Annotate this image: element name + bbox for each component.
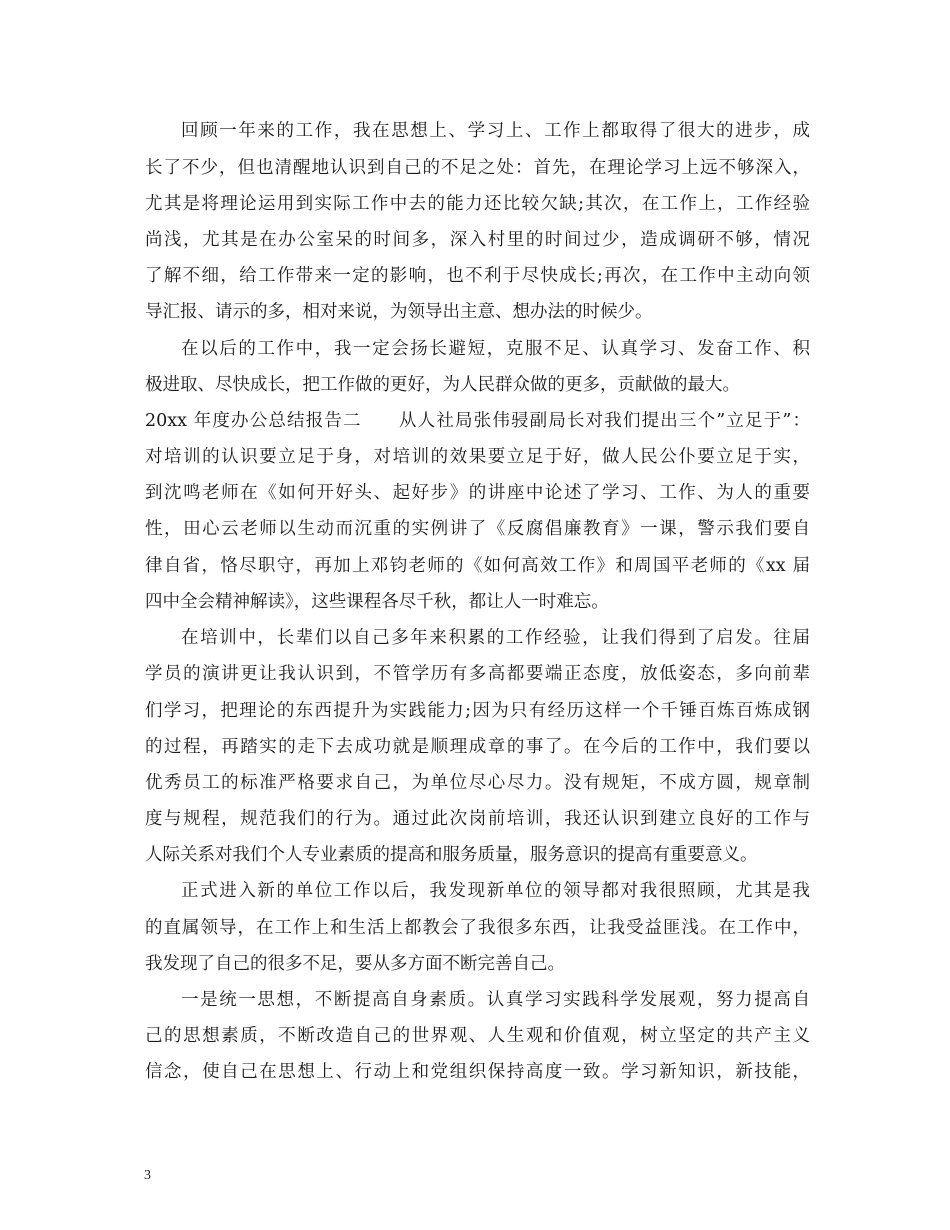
text-line: 对培训的认识要立足于身，对培训的效果要立足于好，做人民公仆要立足于实， <box>145 447 810 467</box>
text-line: 正式进入新的单位工作以后，我发现新单位的领导都对我很照顾，尤其是我 <box>181 881 810 901</box>
text-line: 优秀员工的标准严格要求自己，为单位尽心尽力。没有规矩，不成方圆，规章制 <box>145 773 810 793</box>
text-line: 四中全会精神解读》，这些课程各尽千秋，都让人一时难忘。 <box>145 592 609 612</box>
text-line: 20xx 年度办公总结报告二 从人社局张伟骎副局长对我们提出三个”立足于”： <box>145 411 810 431</box>
text-line: 度与规程，规范我们的行为。通过此次岗前培训，我还认识到建立良好的工作与 <box>145 809 810 829</box>
text-line: 律自省，恪尽职守，再加上邓钧老师的《如何高效工作》和周国平老师的《xx 届 <box>145 556 810 576</box>
text-line: 回顾一年来的工作，我在思想上、学习上、工作上都取得了很大的进步，成 <box>181 121 810 141</box>
text-line: 一是统一思想，不断提高自身素质。认真学习实践科学发展观，努力提高自 <box>181 990 810 1010</box>
text-line: 人际关系对我们个人专业素质的提高和服务质量，服务意识的提高有重要意义。 <box>145 845 758 865</box>
text-line: 尚浅，尤其是在办公室呆的时间多，深入村里的时间过少，造成调研不够，情况 <box>145 230 810 250</box>
text-line: 在培训中，长辈们以自己多年来积累的工作经验，让我们得到了启发。往届 <box>181 628 810 648</box>
text-line: 的直属领导，在工作上和生活上都教会了我很多东西，让我受益匪浅。在工作中， <box>145 918 810 938</box>
text-line: 到沈鸣老师在《如何开好头、起好步》的讲座中论述了学习、工作、为人的重要 <box>145 483 810 503</box>
text-line: 信念，使自己在思想上、行动上和党组织保持高度一致。学习新知识，新技能， <box>145 1062 810 1082</box>
text-line: 尤其是将理论运用到实际工作中去的能力还比较欠缺;其次，在工作上，工作经验 <box>145 194 810 214</box>
page-number: 3 <box>144 1168 151 1183</box>
text-line: 己的思想素质，不断改造自己的世界观、人生观和价值观，树立坚定的共产主义 <box>145 1026 810 1046</box>
text-line: 长了不少，但也清醒地认识到自己的不足之处：首先，在理论学习上远不够深入， <box>145 158 810 178</box>
text-line: 导汇报、请示的多，相对来说，为领导出主意、想办法的时候少。 <box>145 302 653 322</box>
text-line: 的过程，再踏实的走下去成功就是顺理成章的事了。在今后的工作中，我们要以 <box>145 737 810 757</box>
text-line: 学员的演讲更让我认识到，不管学历有多高都要端正态度，放低姿态，多向前辈 <box>145 664 810 684</box>
text-line: 们学习，把理论的东西提升为实践能力;因为只有经历这样一个千锤百炼百炼成钢 <box>145 701 810 721</box>
text-line: 在以后的工作中，我一定会扬长避短，克服不足、认真学习、发奋工作、积 <box>181 339 810 359</box>
text-line: 我发现了自己的很多不足，要从多方面不断完善自己。 <box>145 954 565 974</box>
text-line: 性，田心云老师以生动而沉重的实例讲了《反腐倡廉教育》一课，警示我们要自 <box>145 519 810 539</box>
text-line: 极进取、尽快成长，把工作做的更好，为人民群众做的更多，贡献做的最大。 <box>145 375 740 395</box>
text-line: 了解不细，给工作带来一定的影响，也不利于尽快成长;再次，在工作中主动向领 <box>145 266 810 286</box>
